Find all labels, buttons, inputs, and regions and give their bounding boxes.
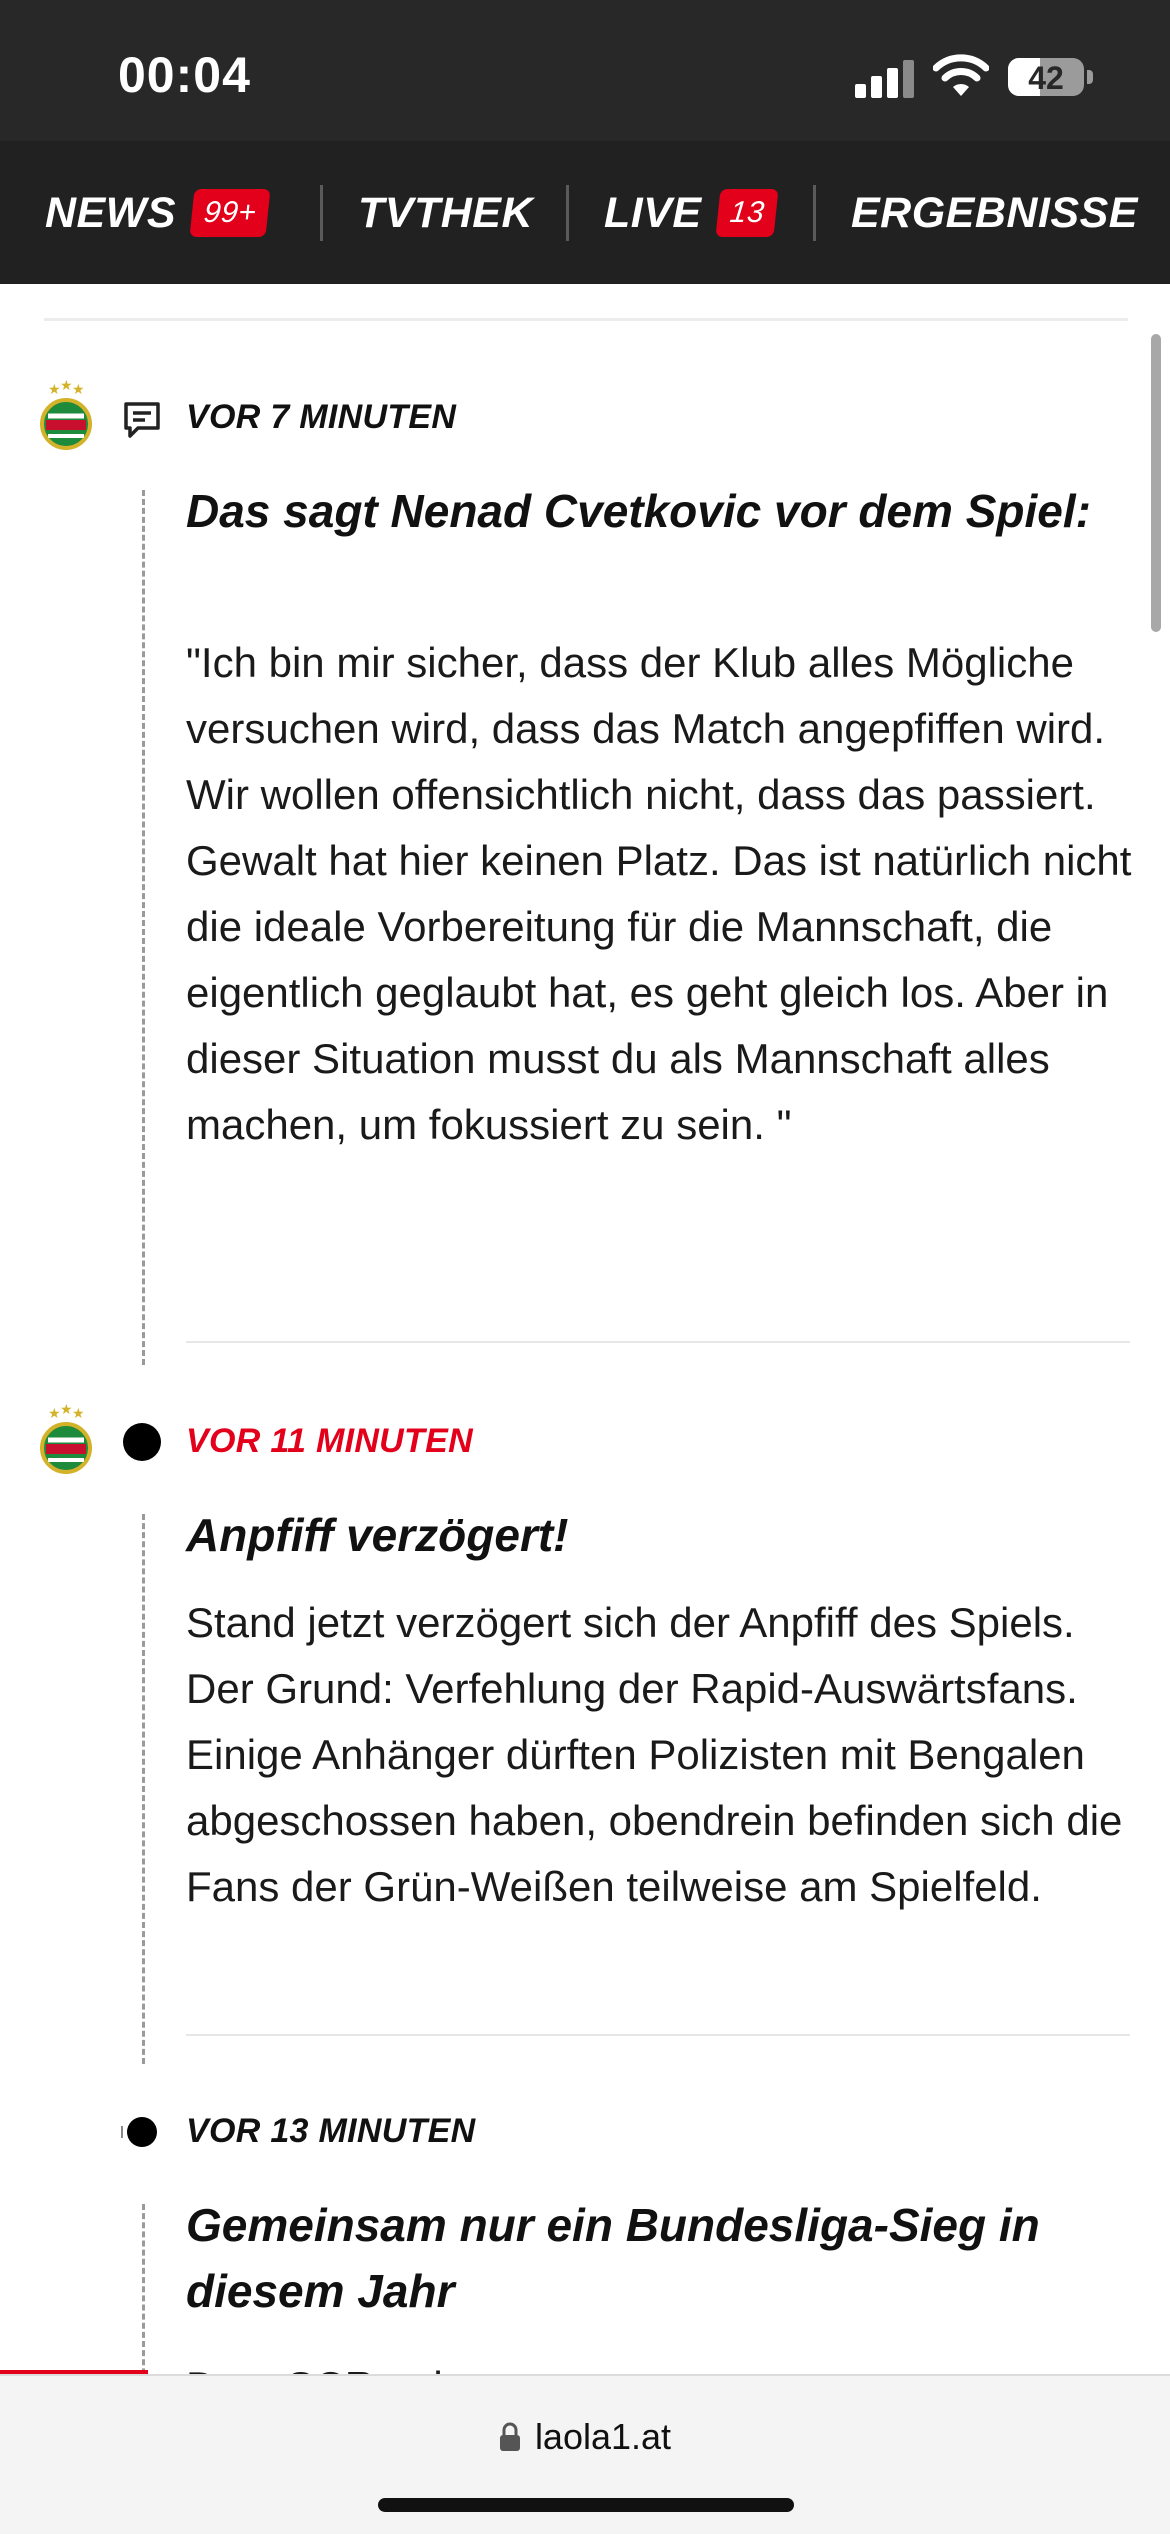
battery-percent: 42 bbox=[1028, 60, 1064, 96]
entry-time: VOR 7 MINUTEN bbox=[186, 398, 457, 436]
svg-text:★: ★ bbox=[72, 382, 85, 398]
ball-icon bbox=[118, 2112, 162, 2152]
lock-icon bbox=[499, 2422, 521, 2452]
rapid-team-logo bbox=[36, 380, 96, 452]
entry-title: Anpfiff verzögert! bbox=[186, 1509, 569, 1561]
scrollbar[interactable] bbox=[1151, 334, 1161, 632]
entry-body: "Ich bin mir sicher, dass der Klub alles Mögliche versuchen wird, dass das Match angepfiffen wird. Wir wollen offensichtlich nicht, dass das passiert. Gewalt hat hier keinen Platz. Das ist natürlich nicht die ideale Vorbereitung für die Mannschaft, die eigentlich geglaubt hat, es geht gleich los. Aber in dieser Situation musst du als Mannschaft alles machen, um fokussiert zu sein. " bbox=[186, 639, 1132, 1148]
news-count-badge: 99+ bbox=[189, 189, 270, 237]
nav-label-live: LIVE bbox=[604, 188, 702, 237]
url-text: laola1.at bbox=[534, 2416, 672, 2457]
browser-bar bbox=[0, 2374, 1170, 2534]
cellular-signal-icon bbox=[855, 58, 915, 98]
battery-cap bbox=[1087, 70, 1093, 84]
nav-separator bbox=[566, 185, 569, 241]
nav-label-ergebnisse: ERGEBNISSE bbox=[851, 188, 1138, 237]
battery-icon bbox=[1008, 58, 1084, 96]
timeline-line bbox=[142, 1514, 145, 2064]
nav-separator bbox=[813, 185, 816, 241]
timeline-line bbox=[142, 490, 145, 1365]
entry-time: VOR 13 MINUTEN bbox=[186, 2112, 476, 2150]
main-nav bbox=[0, 141, 1170, 284]
entry-time: VOR 11 MINUTEN bbox=[186, 1422, 473, 1460]
entry-body: Stand jetzt verzögert sich der Anpfiff des Spiels. Der Grund: Verfehlung der Rapid-Auswärtsfans. Einige Anhänger dürften Polizisten mit Bengalen abgeschossen haben, obendrein befinden sich die Fans der Grün-Weißen teilweise am Spielfeld. bbox=[186, 1599, 1123, 1910]
entry-title: Das sagt Nenad Cvetkovic vor dem Spiel: bbox=[186, 485, 1091, 537]
nav-item-live[interactable] bbox=[604, 185, 776, 241]
live-count-badge: 13 bbox=[715, 189, 778, 237]
nav-label-tvthek: TVTHEK bbox=[358, 188, 533, 237]
entry-divider bbox=[186, 2034, 1130, 2036]
svg-text:★: ★ bbox=[72, 1406, 85, 1422]
wifi-icon bbox=[933, 54, 989, 98]
nav-separator bbox=[320, 185, 323, 241]
svg-text:★: ★ bbox=[48, 1406, 61, 1422]
home-indicator[interactable] bbox=[378, 2498, 794, 2512]
status-time: 00:04 bbox=[118, 47, 251, 103]
comment-icon bbox=[122, 400, 162, 440]
nav-item-news[interactable] bbox=[45, 185, 268, 241]
ball-icon bbox=[122, 1422, 162, 1462]
nav-item-ergebnisse[interactable] bbox=[851, 185, 1138, 241]
svg-text:★: ★ bbox=[60, 1404, 73, 1418]
entry-divider bbox=[186, 1341, 1130, 1343]
entry-title: Gemeinsam nur ein Bundesliga-Sieg in diesem Jahr bbox=[186, 2199, 1040, 2317]
svg-text:★: ★ bbox=[60, 380, 73, 394]
address-bar[interactable] bbox=[0, 2416, 1170, 2458]
svg-text:★: ★ bbox=[48, 382, 61, 398]
nav-item-tvthek[interactable] bbox=[358, 185, 533, 241]
nav-label-news: NEWS bbox=[45, 188, 176, 237]
rapid-team-logo bbox=[36, 1404, 96, 1476]
status-bar bbox=[0, 0, 1170, 141]
top-divider bbox=[44, 318, 1128, 321]
